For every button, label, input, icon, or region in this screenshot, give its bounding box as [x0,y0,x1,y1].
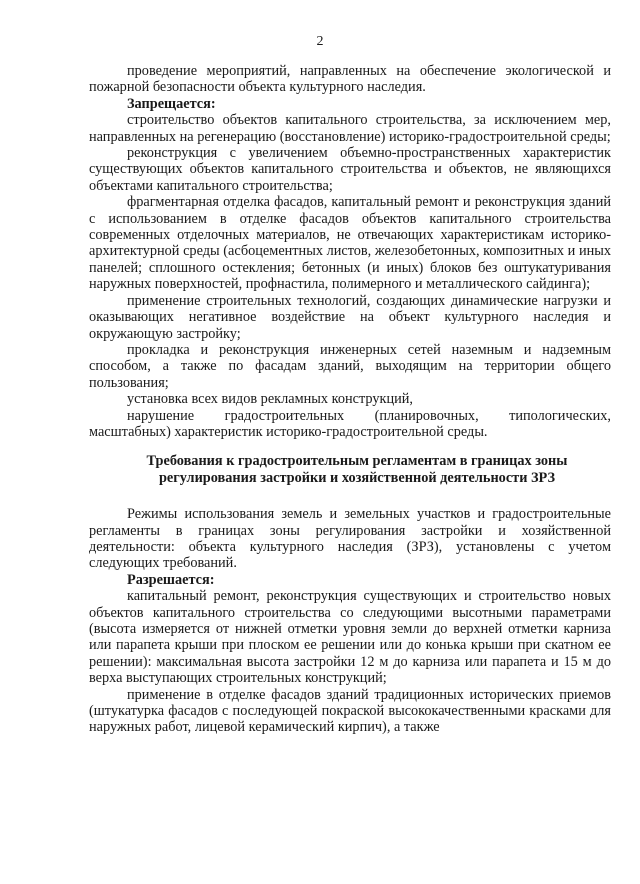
page-number: 2 [316,34,324,49]
paragraph-reconstruction-ban: реконструкция с увеличением объемно-пространственных характеристик существующих объектов капитального строительства и объектов, не являющихся объектами капитального строительства; [89,145,611,194]
paragraph-height-parameters: капитальный ремонт, реконструкция существующих и строительство новых объектов капитального строительства со следующими высотными параметрами (высота измеряется от нижней отметки уровня земли до верхней отметки карниза или парапета крыши при плоском ее решении или до конька крыши при скатном ее решении): максимальная высота застройки 12 м до карниза или парапета и 15 м до верха выступающих строительных конструкций; [89,588,611,687]
paragraph-dynamic-loads-ban: применение строительных технологий, создающих динамические нагрузки и оказывающих негативное воздействие на объект культурного наследия и окружающую застройку; [89,292,611,342]
label-allowed: Разрешается: [127,571,215,588]
label-prohibited: Запрещается: [127,95,216,112]
paragraph-zrz-regimes: Режимы использования земель и земельных участков и градостроительные регламенты в границах зоны регулирования застройки и хозяйственной деятельности: объекта культурного наследия (ЗРЗ), установлены с учетом следующих требований. [89,506,611,572]
document-body [89,63,611,736]
paragraph-advertising-ban: установка всех видов рекламных конструкций, [127,391,413,408]
paragraph-safety-measures: проведение мероприятий, направленных на обеспечение экологической и пожарной безопасности объекта культурного наследия. [89,63,611,96]
paragraph-characteristics-violation-ban: нарушение градостроительных (планировочных, типологических, масштабных) характеристик историко-градостроительной среды. [89,407,611,440]
paragraph-construction-ban: строительство объектов капитального строительства, за исключением мер, направленных на регенерацию (восстановление) историко-градостроительной среды; [89,112,611,145]
paragraph-utility-networks-ban: прокладка и реконструкция инженерных сетей наземным и надземным способом, а также по фасадам зданий, выходящим на территории общего пользования; [89,341,611,391]
section-title-zrz: Требования к градостроительным регламентам в границах зоны регулирования застройки и хозяйственной деятельности ЗРЗ [146,453,568,486]
paragraph-facade-techniques: применение в отделке фасадов зданий традиционных исторических приемов (штукатурка фасадов с последующей покраской высококачественными красками для наружных работ, лицевой керамический кирпич), а также [89,686,611,736]
paragraph-facade-finishing-ban: фрагментарная отделка фасадов, капитальный ремонт и реконструкция зданий с использованием в отделке фасадов объектов капитального строительства современных отделочных материалов, не отвечающих характеристикам историко-архитектурной среды (асбоцементных листов, железобетонных, композитных и иных панелей; сплошного остекления; бетонных (и иных) блоков без оштукатуривания наружных поверхностей, профнастила, полимерного и металлического сайдинга); [89,194,611,293]
